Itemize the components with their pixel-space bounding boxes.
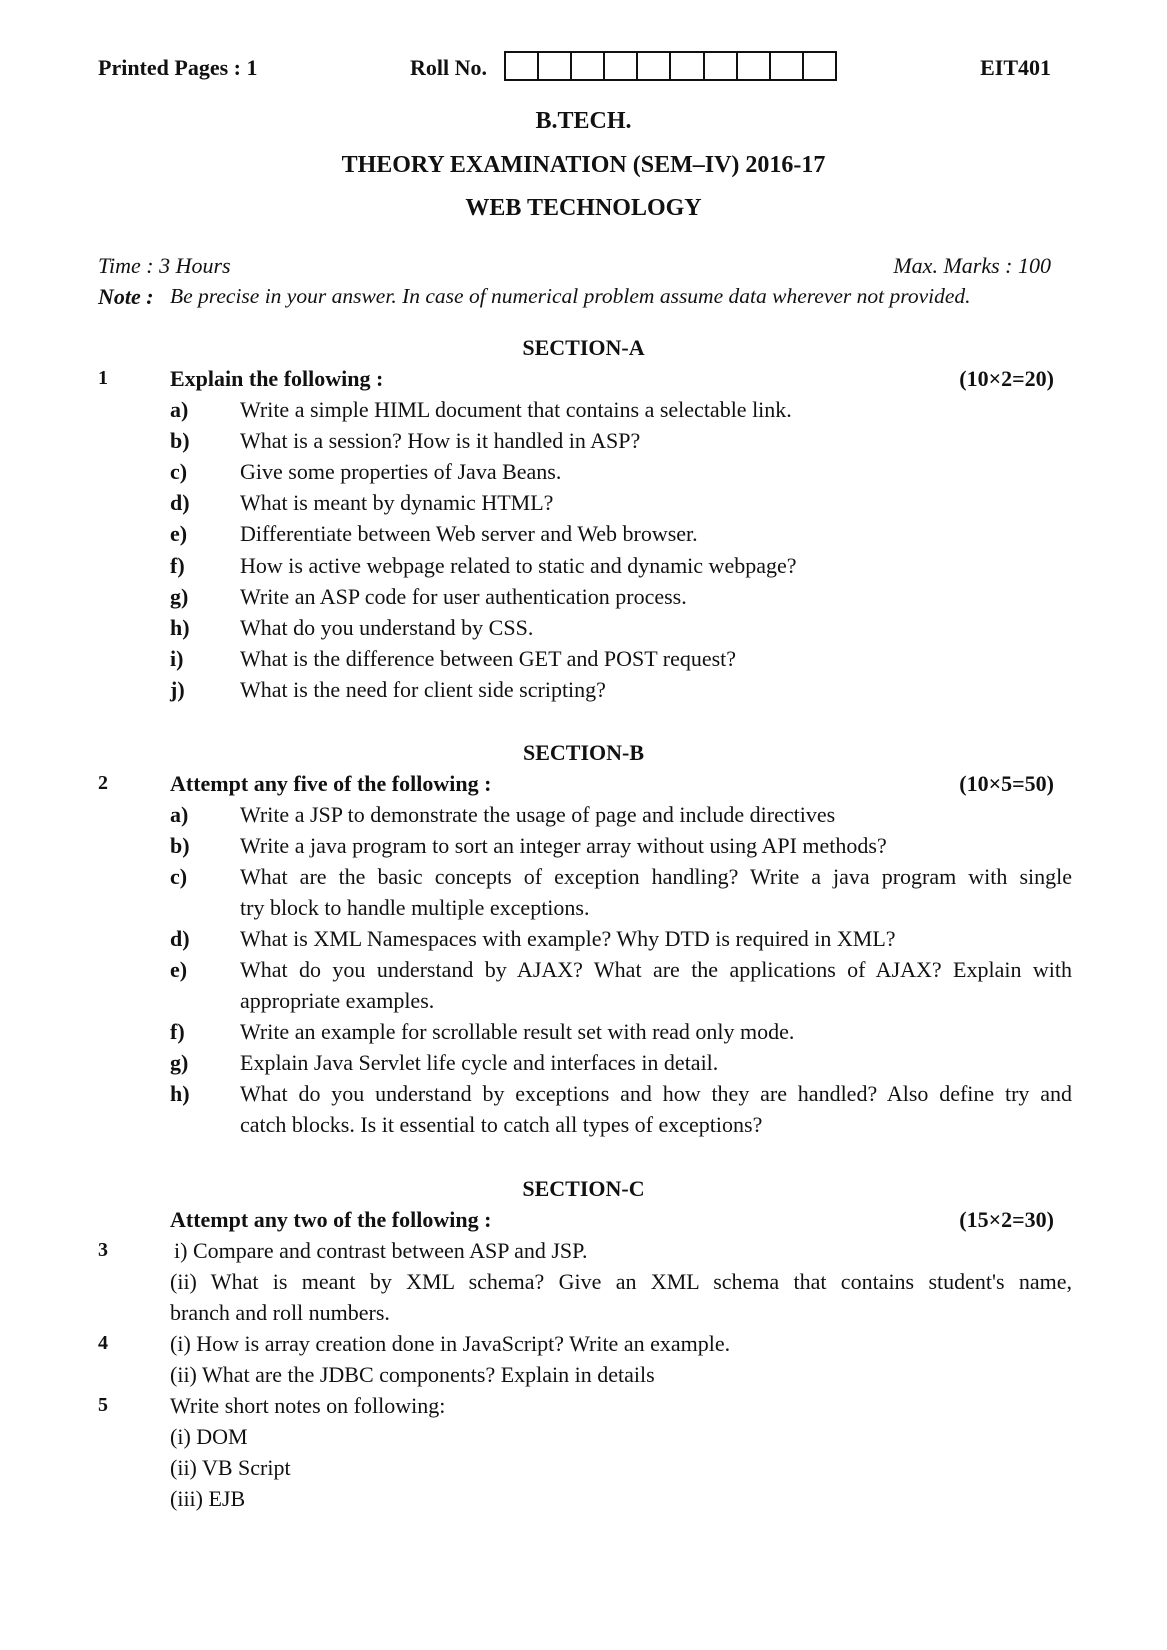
item-letter: j) [170, 677, 185, 702]
section-a-title: SECTION-A [522, 335, 645, 360]
question-number: 4 [98, 1332, 108, 1354]
question-item: What do you understand by AJAX? What are the applications of AJAX? Explain with [240, 957, 1072, 982]
question-number: 3 [98, 1239, 108, 1261]
item-letter: i) [170, 646, 184, 671]
paper-code: EIT401 [980, 55, 1051, 80]
short-note-item: (i) DOM [170, 1424, 248, 1449]
question-item: What is the need for client side scripting? [240, 677, 606, 702]
question-item: What is a session? How is it handled in ASP? [240, 428, 641, 453]
roll-cell [671, 53, 704, 79]
section-b-instruction: Attempt any five of the following : [170, 771, 492, 796]
roll-number-boxes [504, 51, 837, 81]
question-item: How is active webpage related to static and dynamic webpage? [240, 553, 797, 578]
section-b-marks: (10×5=50) [959, 771, 1054, 796]
item-letter: b) [170, 833, 190, 858]
item-letter: c) [170, 864, 188, 889]
question-item-continued: branch and roll numbers. [170, 1300, 390, 1325]
roll-cell [605, 53, 638, 79]
question-item-continued: catch blocks. Is it essential to catch all types of exceptions? [240, 1112, 763, 1137]
roll-cell [572, 53, 605, 79]
subject-title: WEB TECHNOLOGY [465, 195, 702, 221]
item-letter: f) [170, 553, 185, 578]
section-b-title: SECTION-B [522, 740, 645, 765]
item-letter: b) [170, 428, 190, 453]
question-item: Write short notes on following: [170, 1393, 446, 1418]
question-item: What are the basic concepts of exception handling? Write a java program with single [240, 864, 1072, 889]
question-item: Write a JSP to demonstrate the usage of page and include directives [240, 802, 836, 827]
question-item: Explain Java Servlet life cycle and interfaces in detail. [240, 1050, 719, 1075]
degree-title: B.TECH. [535, 108, 632, 134]
question-item: What do you understand by exceptions and how they are handled? Also define try and [240, 1081, 1072, 1106]
question-item: Write a simple HIML document that contains a selectable link. [240, 397, 792, 422]
item-letter: d) [170, 926, 190, 951]
roll-cell [771, 53, 804, 79]
section-a-instruction: Explain the following : [170, 366, 384, 391]
roll-label: Roll No. [410, 55, 487, 80]
roll-cell [738, 53, 771, 79]
item-letter: e) [170, 521, 188, 546]
question-number: 5 [98, 1394, 108, 1416]
section-a-marks: (10×2=20) [959, 366, 1054, 391]
item-letter: f) [170, 1019, 185, 1044]
item-letter: h) [170, 615, 190, 640]
item-letter: c) [170, 459, 188, 484]
time-label: Time : 3 Hours [98, 253, 231, 278]
short-note-item: (iii) EJB [170, 1486, 246, 1511]
item-letter: e) [170, 957, 188, 982]
section-c-title: SECTION-C [522, 1176, 645, 1201]
roll-cell [539, 53, 572, 79]
item-letter: d) [170, 490, 190, 515]
exam-title: THEORY EXAMINATION (SEM–IV) 2016-17 [341, 152, 826, 178]
question-item: Write an example for scrollable result set with read only mode. [240, 1019, 795, 1044]
item-letter: a) [170, 397, 189, 422]
question-item: What is XML Namespaces with example? Why DTD is required in XML? [240, 926, 896, 951]
section-c-marks: (15×2=30) [959, 1207, 1054, 1232]
item-letter: a) [170, 802, 189, 827]
printed-pages: Printed Pages : 1 [98, 55, 258, 80]
question-number: 1 [98, 367, 108, 389]
question-item: Write a java program to sort an integer array without using API methods? [240, 833, 887, 858]
max-marks: Max. Marks : 100 [893, 253, 1051, 278]
question-item: What is meant by dynamic HTML? [240, 490, 554, 515]
question-item: What is the difference between GET and POST request? [240, 646, 737, 671]
item-letter: h) [170, 1081, 190, 1106]
question-item: (i) How is array creation done in JavaScript? Write an example. [170, 1331, 731, 1356]
note-text: Be precise in your answer. In case of numerical problem assume data wherever not provided. [170, 284, 971, 308]
question-item: Write an ASP code for user authentication process. [240, 584, 687, 609]
roll-cell [638, 53, 671, 79]
item-letter: g) [170, 584, 189, 609]
question-item: Give some properties of Java Beans. [240, 459, 562, 484]
question-item: What do you understand by CSS. [240, 615, 534, 640]
question-item-continued: try block to handle multiple exceptions. [240, 895, 590, 920]
roll-cell [506, 53, 539, 79]
note-label: Note : [98, 284, 154, 309]
question-item: Differentiate between Web server and Web browser. [240, 521, 698, 546]
question-item: (ii) What is meant by XML schema? Give an XML schema that contains student's name, [170, 1269, 1072, 1294]
item-letter: g) [170, 1050, 189, 1075]
section-c-instruction: Attempt any two of the following : [170, 1207, 492, 1232]
question-number: 2 [98, 772, 108, 794]
question-item-continued: appropriate examples. [240, 988, 435, 1013]
question-item: (ii) What are the JDBC components? Explain in details [170, 1362, 655, 1387]
question-item: i) Compare and contrast between ASP and JSP. [174, 1238, 588, 1263]
roll-cell [804, 53, 835, 79]
short-note-item: (ii) VB Script [170, 1455, 291, 1480]
roll-cell [705, 53, 738, 79]
